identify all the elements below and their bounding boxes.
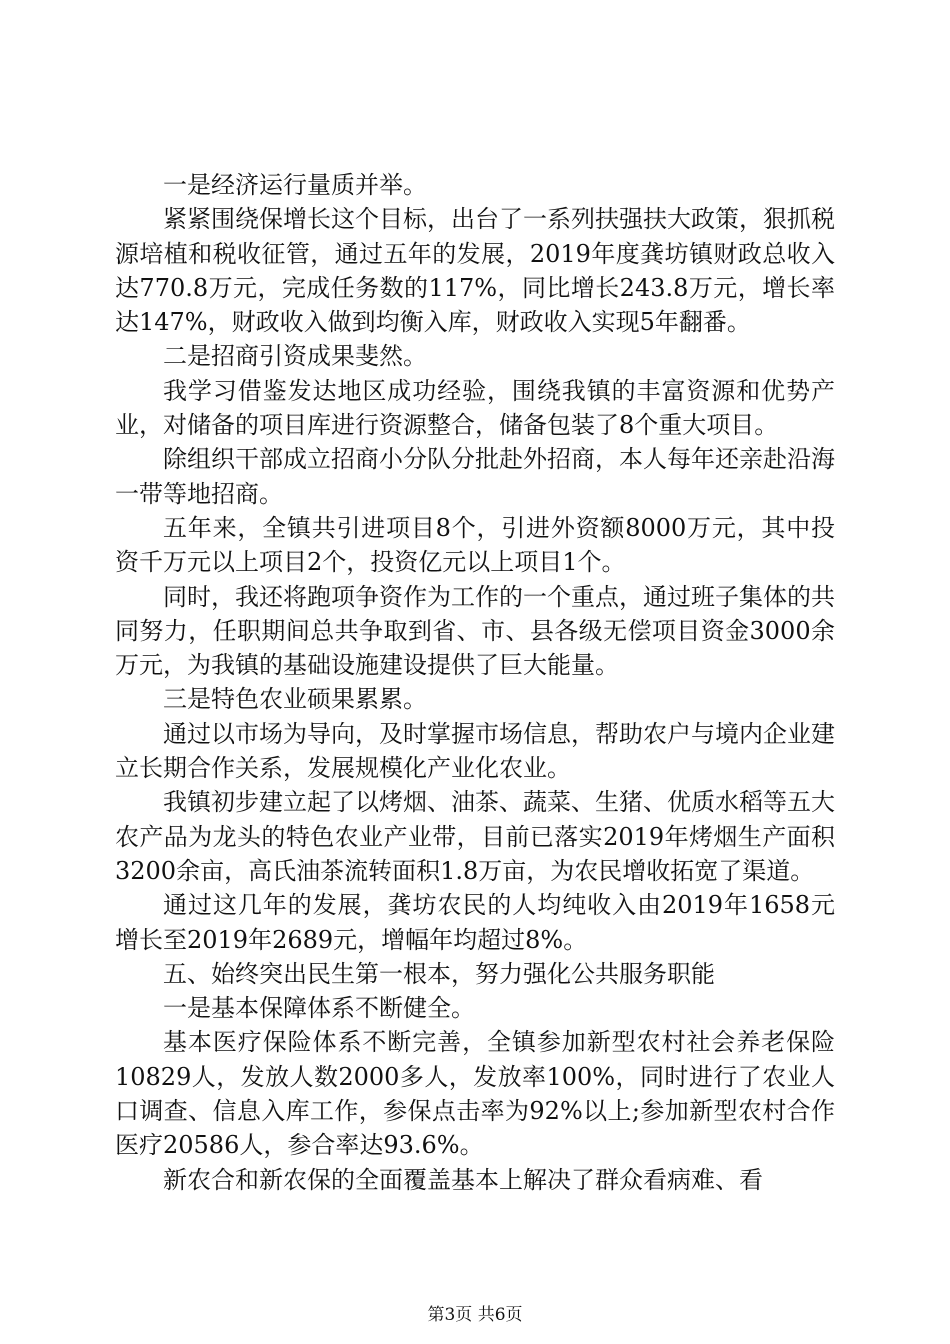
document-body	[115, 168, 835, 1197]
page-number: 第3页 共6页	[427, 1305, 523, 1325]
paragraph-10: 我镇初步建立起了以烤烟、油茶、蔬菜、生猪、优质水稻等五大农产品为龙头的特色农业产业带，目前已落实2019年烤烟生产面积3200余亩，高氏油茶流转面积1.8万亩，为农民增收拓宽了渠道。	[115, 788, 835, 885]
paragraph-15: 新农合和新农保的全面覆盖基本上解决了群众看病难、看	[163, 1165, 763, 1194]
paragraph-1: 一是经济运行量质并举。	[163, 171, 427, 199]
paragraph-2: 紧紧围绕保增长这个目标，出台了一系列扶强扶大政策，狠抓税源培植和税收征管，通过五年的发展，2019年度龚坊镇财政总收入达770.8万元，完成任务数的117%，同比增长243.8万元，增长率达147%，财政收入做到均衡入库，财政收入实现5年翻番。	[115, 205, 835, 337]
paragraph-12: 五、始终突出民生第一根本，努力强化公共服务职能	[163, 959, 715, 988]
paragraph-13: 一是基本保障体系不断健全。	[163, 994, 475, 1023]
paragraph-14: 基本医疗保险体系不断完善，全镇参加新型农村社会养老保险10829人，发放人数2000多人，发放率100%，同时进行了农业人口调查、信息入库工作，参保点击率为92%以上;参加新型农村合作医疗20586人，参合率达93.6%。	[115, 1028, 835, 1160]
paragraph-5: 除组织干部成立招商小分队分批赴外招商，本人每年还亲赴沿海一带等地招商。	[115, 445, 835, 508]
paragraph-8: 三是特色农业硕果累累。	[163, 685, 427, 714]
paragraph-9: 通过以市场为导向，及时掌握市场信息，帮助农户与境内企业建立长期合作关系，发展规模化产业化农业。	[115, 719, 835, 783]
paragraph-4: 我学习借鉴发达地区成功经验，围绕我镇的丰富资源和优势产业，对储备的项目库进行资源整合，储备包装了8个重大项目。	[115, 376, 835, 440]
paragraph-11: 通过这几年的发展，龚坊农民的人均纯收入由2019年1658元增长至2019年2689元，增幅年均超过8%。	[115, 891, 835, 954]
page-footer	[0, 1300, 950, 1325]
paragraph-3: 二是招商引资成果斐然。	[163, 342, 427, 371]
paragraph-6: 五年来，全镇共引进项目8个，引进外资额8000万元，其中投资千万元以上项目2个，投资亿元以上项目1个。	[115, 513, 835, 577]
paragraph-7: 同时，我还将跑项争资作为工作的一个重点，通过班子集体的共同努力，任职期间总共争取到省、市、县各级无偿项目资金3000余万元，为我镇的基础设施建设提供了巨大能量。	[115, 582, 835, 680]
